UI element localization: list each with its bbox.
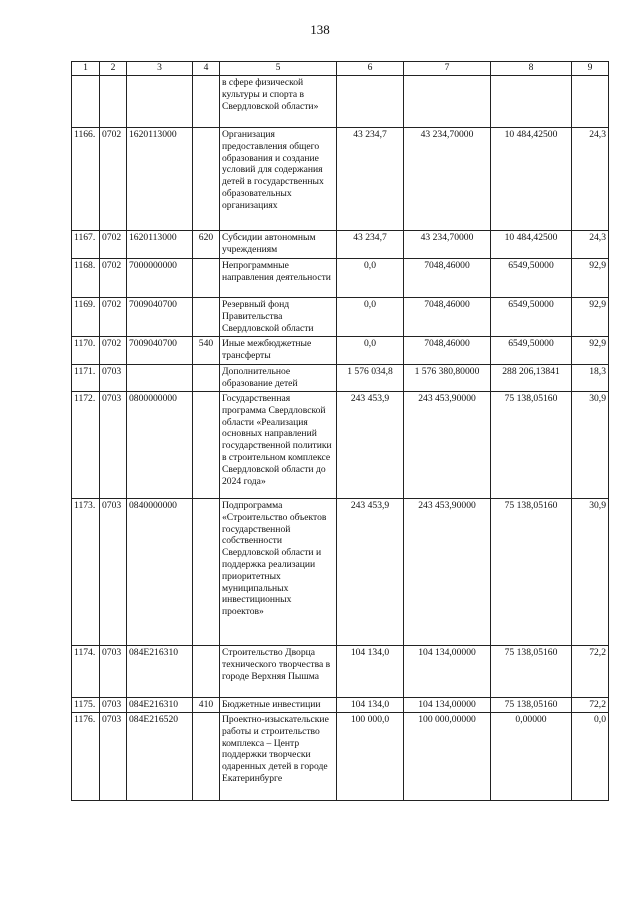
- approved-amount-cell: 43 234,7: [337, 231, 404, 259]
- revised-amount-cell: 43 234,70000: [404, 231, 491, 259]
- execution-percent-cell: 72,2: [572, 646, 609, 698]
- item-name-cell: Дополнительное образование детей: [220, 365, 337, 392]
- expense-type-cell: [193, 365, 220, 392]
- row-number-cell: 1176.: [72, 713, 100, 801]
- table-row: [72, 298, 609, 337]
- table-row: [72, 499, 609, 646]
- revised-amount-cell: 7048,46000: [404, 298, 491, 337]
- executed-amount-cell: 10 484,42500: [491, 231, 572, 259]
- executed-amount-cell: 75 138,05160: [491, 698, 572, 713]
- item-name-cell: в сфере физической культуры и спорта в Свердловской области»: [220, 76, 337, 128]
- approved-amount-cell: 243 453,9: [337, 499, 404, 646]
- section-code-cell: 0703: [100, 365, 127, 392]
- execution-percent-cell: 30,9: [572, 392, 609, 499]
- expense-type-cell: [193, 76, 220, 128]
- execution-percent-cell: 92,9: [572, 337, 609, 365]
- executed-amount-cell: 6549,50000: [491, 259, 572, 298]
- section-code-cell: 0702: [100, 128, 127, 231]
- item-name-cell: Резервный фонд Правительства Свердловской области: [220, 298, 337, 337]
- execution-percent-cell: 92,9: [572, 259, 609, 298]
- section-code-cell: 0702: [100, 337, 127, 365]
- column-header: 5: [220, 62, 337, 76]
- column-header: 6: [337, 62, 404, 76]
- approved-amount-cell: 104 134,0: [337, 646, 404, 698]
- target-code-cell: 084E216310: [127, 698, 193, 713]
- revised-amount-cell: [404, 76, 491, 128]
- item-name-cell: Субсидии автономным учреждениям: [220, 231, 337, 259]
- approved-amount-cell: 0,0: [337, 259, 404, 298]
- execution-percent-cell: 18,3: [572, 365, 609, 392]
- approved-amount-cell: 104 134,0: [337, 698, 404, 713]
- section-code-cell: 0703: [100, 698, 127, 713]
- target-code-cell: 7000000000: [127, 259, 193, 298]
- approved-amount-cell: 243 453,9: [337, 392, 404, 499]
- table-row: [72, 128, 609, 231]
- target-code-cell: [127, 365, 193, 392]
- section-code-cell: [100, 76, 127, 128]
- row-number-cell: 1173.: [72, 499, 100, 646]
- row-number-cell: 1171.: [72, 365, 100, 392]
- approved-amount-cell: 100 000,0: [337, 713, 404, 801]
- executed-amount-cell: 6549,50000: [491, 298, 572, 337]
- target-code-cell: 1620113000: [127, 231, 193, 259]
- section-code-cell: 0703: [100, 499, 127, 646]
- table-row: [72, 646, 609, 698]
- target-code-cell: 1620113000: [127, 128, 193, 231]
- expense-type-cell: 620: [193, 231, 220, 259]
- table-row: [72, 392, 609, 499]
- execution-percent-cell: 30,9: [572, 499, 609, 646]
- column-header: 2: [100, 62, 127, 76]
- executed-amount-cell: 0,00000: [491, 713, 572, 801]
- target-code-cell: 084E216520: [127, 713, 193, 801]
- row-number-cell: 1172.: [72, 392, 100, 499]
- section-code-cell: 0703: [100, 392, 127, 499]
- expense-type-cell: 540: [193, 337, 220, 365]
- table-row: [72, 259, 609, 298]
- item-name-cell: Непрограммные направления деятельности: [220, 259, 337, 298]
- column-header: 9: [572, 62, 609, 76]
- item-name-cell: Проектно-изыскательские работы и строительство комплекса – Центр поддержки творчески одаренных детей в городе Екатеринбурге: [220, 713, 337, 801]
- table-row: [72, 365, 609, 392]
- expense-type-cell: [193, 713, 220, 801]
- section-code-cell: 0703: [100, 646, 127, 698]
- execution-percent-cell: 24,3: [572, 231, 609, 259]
- expense-type-cell: [193, 392, 220, 499]
- target-code-cell: 7009040700: [127, 337, 193, 365]
- executed-amount-cell: [491, 76, 572, 128]
- table-row: [72, 76, 609, 128]
- target-code-cell: 0840000000: [127, 499, 193, 646]
- executed-amount-cell: 75 138,05160: [491, 499, 572, 646]
- row-number-cell: 1168.: [72, 259, 100, 298]
- row-number-cell: 1175.: [72, 698, 100, 713]
- section-code-cell: 0702: [100, 259, 127, 298]
- row-number-cell: 1169.: [72, 298, 100, 337]
- revised-amount-cell: 1 576 380,80000: [404, 365, 491, 392]
- expense-type-cell: [193, 298, 220, 337]
- item-name-cell: Организация предоставления общего образования и создание условий для содержания детей в государственных образовательных организациях: [220, 128, 337, 231]
- execution-percent-cell: [572, 76, 609, 128]
- row-number-cell: [72, 76, 100, 128]
- row-number-cell: 1167.: [72, 231, 100, 259]
- approved-amount-cell: 0,0: [337, 337, 404, 365]
- revised-amount-cell: 43 234,70000: [404, 128, 491, 231]
- revised-amount-cell: 104 134,00000: [404, 698, 491, 713]
- executed-amount-cell: 75 138,05160: [491, 392, 572, 499]
- row-number-cell: 1166.: [72, 128, 100, 231]
- column-header: 3: [127, 62, 193, 76]
- approved-amount-cell: 43 234,7: [337, 128, 404, 231]
- item-name-cell: Государственная программа Свердловской области «Реализация основных направлений государственной политики в строительном комплексе Свердловской области до 2024 года»: [220, 392, 337, 499]
- table-row: [72, 698, 609, 713]
- approved-amount-cell: 1 576 034,8: [337, 365, 404, 392]
- item-name-cell: Бюджетные инвестиции: [220, 698, 337, 713]
- approved-amount-cell: [337, 76, 404, 128]
- item-name-cell: Подпрограмма «Строительство объектов государственной собственности Свердловской области и поддержка реализации приоритетных муниципальных инвестиционных проектов»: [220, 499, 337, 646]
- target-code-cell: [127, 76, 193, 128]
- executed-amount-cell: 6549,50000: [491, 337, 572, 365]
- executed-amount-cell: 75 138,05160: [491, 646, 572, 698]
- target-code-cell: 084E216310: [127, 646, 193, 698]
- table-row: [72, 713, 609, 801]
- page-number: 138: [310, 22, 330, 37]
- column-header: 4: [193, 62, 220, 76]
- revised-amount-cell: 243 453,90000: [404, 499, 491, 646]
- executed-amount-cell: 288 206,13841: [491, 365, 572, 392]
- table-header-row: [72, 62, 609, 76]
- execution-percent-cell: 72,2: [572, 698, 609, 713]
- column-header: 7: [404, 62, 491, 76]
- revised-amount-cell: 7048,46000: [404, 337, 491, 365]
- approved-amount-cell: 0,0: [337, 298, 404, 337]
- section-code-cell: 0702: [100, 298, 127, 337]
- execution-percent-cell: 24,3: [572, 128, 609, 231]
- budget-table: [71, 61, 609, 801]
- section-code-cell: 0703: [100, 713, 127, 801]
- section-code-cell: 0702: [100, 231, 127, 259]
- executed-amount-cell: 10 484,42500: [491, 128, 572, 231]
- revised-amount-cell: 100 000,00000: [404, 713, 491, 801]
- execution-percent-cell: 92,9: [572, 298, 609, 337]
- expense-type-cell: 410: [193, 698, 220, 713]
- column-header: 1: [72, 62, 100, 76]
- expense-type-cell: [193, 499, 220, 646]
- target-code-cell: 7009040700: [127, 298, 193, 337]
- column-header: 8: [491, 62, 572, 76]
- revised-amount-cell: 243 453,90000: [404, 392, 491, 499]
- item-name-cell: Иные межбюджетные трансферты: [220, 337, 337, 365]
- item-name-cell: Строительство Дворца технического творчества в городе Верхняя Пышма: [220, 646, 337, 698]
- table-row: [72, 231, 609, 259]
- revised-amount-cell: 104 134,00000: [404, 646, 491, 698]
- execution-percent-cell: 0,0: [572, 713, 609, 801]
- expense-type-cell: [193, 259, 220, 298]
- row-number-cell: 1174.: [72, 646, 100, 698]
- table-row: [72, 337, 609, 365]
- target-code-cell: 0800000000: [127, 392, 193, 499]
- row-number-cell: 1170.: [72, 337, 100, 365]
- expense-type-cell: [193, 646, 220, 698]
- table-body: [72, 76, 609, 801]
- expense-type-cell: [193, 128, 220, 231]
- revised-amount-cell: 7048,46000: [404, 259, 491, 298]
